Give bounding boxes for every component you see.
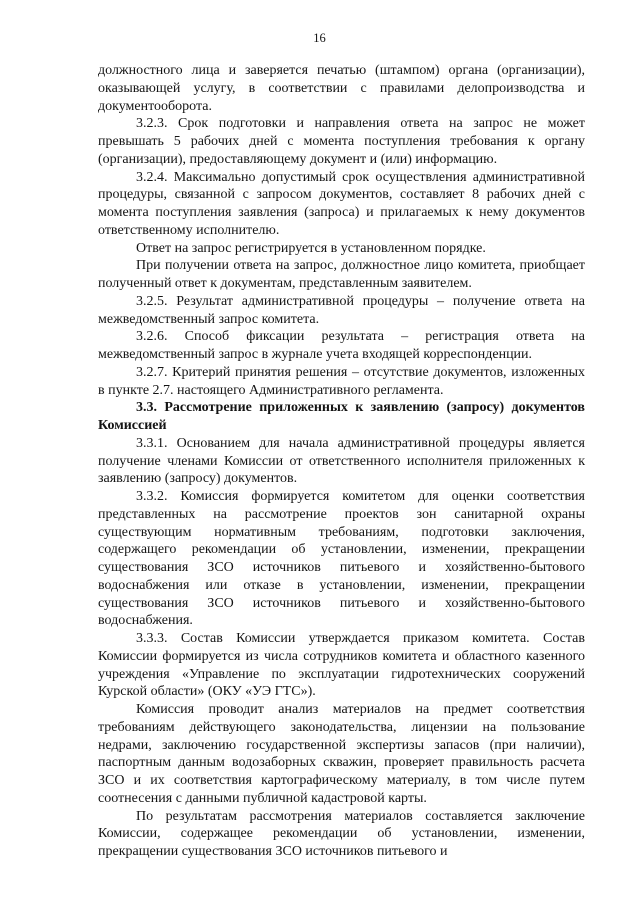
page-number: 16	[313, 31, 326, 45]
paragraph: 3.2.6. Способ фиксации результата – регистрация ответа на межведомственный запрос в журнале учета входящей корреспонденции.	[98, 329, 585, 362]
paragraph: 3.3.3. Состав Комиссии утверждается приказом комитета. Состав Комиссии формируется из числа сотрудников комитета и областного казенного учреждения «Управление по эксплуатации гидротехнических сооружений Курской области» (ОКУ «УЭ ГТС»).	[98, 631, 585, 700]
paragraph: 3.2.5. Результат административной процедуры – получение ответа на межведомственный запрос комитета.	[98, 293, 585, 327]
paragraph: должностного лица и заверяется печатью (штампом) органа (организации), оказывающей услугу, в соответствии с правилами делопроизводства и документооборота.	[98, 63, 585, 114]
paragraph: 3.2.4. Максимально допустимый срок осуществления административной процедуры, связанной с запросом документов, составляет 8 рабочих дней с момента поступления заявления (запроса) и прилагаемых к нему документов ответственному исполнителю.	[98, 169, 585, 238]
paragraph: 3.3.1. Основанием для начала административной процедуры является получение членами Комиссии от ответственного исполнителя приложенных к заявлению (запросу) документов.	[98, 435, 585, 487]
paragraph: 3.3.2. Комиссия формируется комитетом для оценки соответствия представленных на рассмотрение проектов зон санитарной охраны существующим нормативным требованиям, подготовки заключения, содержащего рекомендации об установлении, изменении, прекращении существования ЗСО источников питьевого и хозяйственно-бытового водоснабжения или отказе в установлении, изменении, прекращении существования ЗСО источников питьевого и хозяйственно-бытового водоснабжения.	[98, 489, 585, 629]
paragraph: По результатам рассмотрения материалов составляется заключение Комиссии, содержащее рекомендации об установлении, изменении, прекращении существования ЗСО источников питьевого и	[98, 808, 585, 859]
paragraph: 3.2.3. Срок подготовки и направления ответа на запрос не может превышать 5 рабочих дней с момента поступления требования к органу (организации), предоставляющему документ и (или) информацию.	[98, 116, 585, 167]
body-text	[98, 62, 585, 861]
paragraph: 3.2.7. Критерий принятия решения – отсутствие документов, изложенных в пункте 2.7. настоящего Административного регламента.	[98, 364, 585, 398]
paragraph: Комиссия проводит анализ материалов на предмет соответствия требованиям действующего законодательства, лицензии на пользование недрами, заключению государственной экспертизы запасов (при наличии), паспортным данным водозаборных скважин, проверяет правильность расчета ЗСО и их соответствия картографическому материалу, в том числе путем соотнесения с данными публичной кадастровой карты.	[98, 702, 585, 806]
paragraph: Ответ на запрос регистрируется в установленном порядке.	[136, 240, 486, 256]
section-heading: 3.3. Рассмотрение приложенных к заявлению (запросу) документов Комиссией	[98, 400, 585, 433]
paragraph: При получении ответа на запрос, должностное лицо комитета, приобщает полученный ответ к документам, представленным заявителем.	[98, 258, 585, 291]
